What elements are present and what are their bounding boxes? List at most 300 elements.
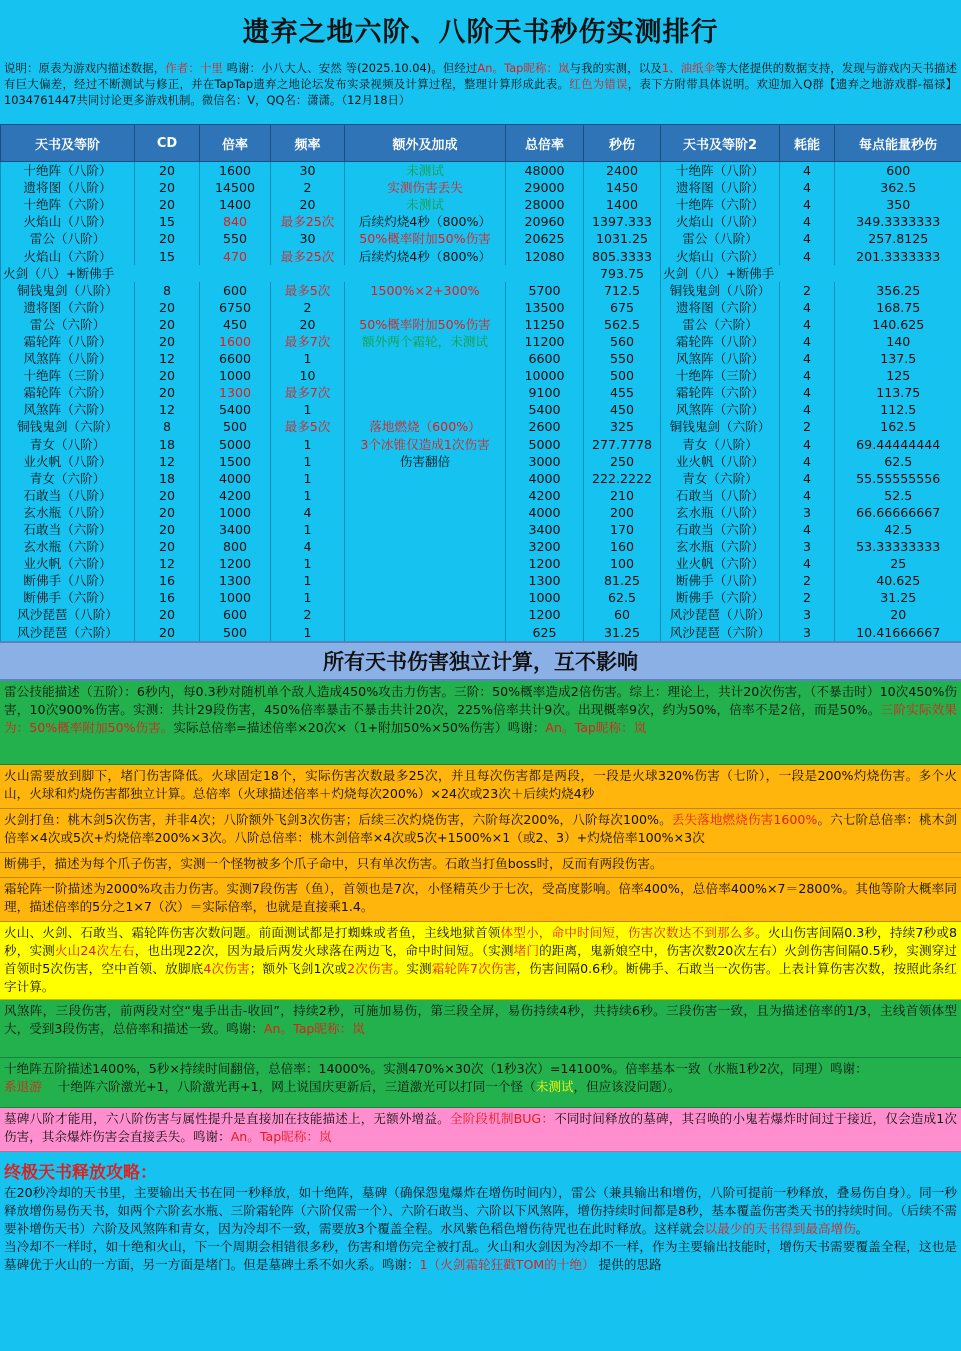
cell-cost: 4 [780, 299, 835, 316]
cell-extra [345, 504, 506, 521]
cell-name: 断佛手（八阶） [1, 572, 135, 589]
table-row [1, 196, 961, 213]
cell-cost: 3 [780, 538, 835, 555]
cell-extra: 未测试 [345, 162, 506, 180]
cell-cd: 20 [135, 230, 200, 247]
cell-dps: 550 [584, 350, 661, 367]
cell-per-energy: 42.5 [835, 521, 961, 538]
cell-rate: 1300 [200, 572, 271, 589]
cell-dps: 170 [584, 521, 661, 538]
cell-name: 十绝阵（三阶） [1, 367, 135, 384]
cell-cd: 8 [135, 282, 200, 299]
cell-extra: 1500%×2+300% [345, 282, 506, 299]
cell-cd: 20 [135, 624, 200, 641]
note-leigong-red: 三阶实际效果为：50%概率附加50%伤害。 [4, 701, 958, 735]
header-extra: 额外及加成 [345, 125, 506, 162]
intro-text-4: 等大佬提供的数据支持，发现与游戏内天书描述有巨大偏差，经过不断测试与修正，并在TapTap遗弃之地论坛发布实录视频及计算过程，整理计算形成此表。 [4, 61, 957, 91]
note-shijue-a: 十绝阵五阶描述1400%，5秒×持续时间翻倍，总倍率：14000%。实测470%×30次（1秒3次）=14100%。倍率基本一致（水瓶1秒2次，同理）鸣谢： [4, 1060, 868, 1076]
cell-cost: 4 [780, 230, 835, 247]
cell-freq: 20 [271, 316, 345, 333]
cell-rate: 600 [200, 606, 271, 623]
strategy-title: 终极天书释放攻略： [4, 1162, 157, 1183]
header-freq: 频率 [271, 125, 345, 162]
cell-name2: 风沙琵琶（八阶） [661, 606, 780, 623]
cell-extra [345, 350, 506, 367]
table-row [1, 299, 961, 316]
cell-dps: 31.25 [584, 624, 661, 641]
note-cishu-i: ；额外飞剑1次或 [249, 960, 348, 976]
cell-freq: 2 [271, 606, 345, 623]
note-fengsha-text: 风煞阵，三段伤害，前两段对空“鬼手出击-收回”，持续2秒，可施加易伤，第三段全屏，易伤持续4秒，共持续6秒。三段伤害一致，且为描述倍率的1/3，主线首领体型大，受到3段伤害，总倍率和描述一致。鸣谢： [4, 1002, 957, 1036]
cell-name2: 火剑（八）+断佛手 [661, 265, 961, 282]
cell-name2: 断佛手（八阶） [661, 572, 780, 589]
cell-cost: 4 [780, 247, 835, 264]
cell-rate: 500 [200, 418, 271, 435]
cell-per-energy: 69.44444444 [835, 436, 961, 453]
cell-freq: 最多25次 [271, 213, 345, 230]
cell-per-energy: 62.5 [835, 453, 961, 470]
cell-per-energy: 20 [835, 606, 961, 623]
cell-name: 风沙琵琶（六阶） [1, 624, 135, 641]
cell-cd: 15 [135, 247, 200, 264]
cell-cd: 18 [135, 436, 200, 453]
cell-per-energy: 55.55555556 [835, 470, 961, 487]
cell-cd: 20 [135, 316, 200, 333]
table-row [1, 436, 961, 453]
cell-extra [345, 384, 506, 401]
note-huojian-red: 丢失落地燃烧伤害1600% [671, 811, 818, 827]
cell-name: 遗将图（六阶） [1, 299, 135, 316]
cell-cd: 16 [135, 572, 200, 589]
cell-cost: 4 [780, 487, 835, 504]
table-body [1, 162, 961, 641]
cell-name: 火焰山（六阶） [1, 247, 135, 264]
cell-rate: 4000 [200, 470, 271, 487]
cell-freq: 1 [271, 401, 345, 418]
cell-rate: 14500 [200, 179, 271, 196]
cell-extra: 未测试 [345, 196, 506, 213]
note-mubei-a: 墓碑八阶才能用，六八阶伤害与属性提升是直接加在技能描述上，无额外增益。 [4, 1110, 450, 1126]
cell-cd: 20 [135, 384, 200, 401]
cell-dps: 712.5 [584, 282, 661, 299]
table-row [1, 282, 961, 299]
intro-tester: An。Tap昵称：岚 [477, 61, 570, 75]
intro-text-5: ，表下方附带具体说明。欢迎加入Q群【遗弃之地游戏群-福禄】1034761447共同讨论更多游戏机制。微信名：V，QQ名：潇潇。（12月18日） [4, 77, 957, 107]
cell-name2: 风沙琵琶（六阶） [661, 624, 780, 641]
cell-name2: 火焰山（八阶） [661, 213, 780, 230]
cell-dps: 805.3333 [584, 247, 661, 264]
note-cishu-h: 4次伤害 [203, 960, 250, 976]
table-row [1, 265, 961, 282]
cell-name: 石敢当（六阶） [1, 521, 135, 538]
cell-cd: 18 [135, 470, 200, 487]
cell-cost: 4 [780, 179, 835, 196]
cell-cost: 3 [780, 504, 835, 521]
note-cishu-c: 。火山伤害间隔0.3秒，持续7秒或8秒，实测 [4, 924, 958, 958]
table-row [1, 230, 961, 247]
cell-cost: 4 [780, 384, 835, 401]
table-row [1, 247, 961, 264]
strategy-c: 。 [855, 1220, 869, 1236]
cell-cost: 4 [780, 401, 835, 418]
cell-name2: 十绝阵（六阶） [661, 196, 780, 213]
note-fengsha [0, 1000, 961, 1058]
note-huoyan: 火山需要放到脚下，堵门伤害降低。火球固定18个，实际伤害次数最多25次，并且每次伤害都是两段，一段是火球320%伤害（七阶），一段是200%灼烧伤害。多个火山，火球和灼烧伤害都独立计算。总倍率（火球描述倍率＋灼烧每次200%）×24次或23次＋后续灼烧4秒 [0, 765, 961, 809]
cell-extra [345, 606, 506, 623]
cell-name: 石敢当（八阶） [1, 487, 135, 504]
cell-freq: 10 [271, 367, 345, 384]
cell-cd: 20 [135, 179, 200, 196]
cell-name2: 铜钱鬼剑（八阶） [661, 282, 780, 299]
cell-name2: 雷公（六阶） [661, 316, 780, 333]
note-leigong-text: 雷公技能描述（五阶）：6秒内，每0.3秒对随机单个敌人造成450%攻击力伤害。三阶：50%概率造成2倍伤害。综上：理论上，共计20次伤害，（不暴击时）10次450%伤害，10次900%伤害。实测：共计29段伤害，450%倍率暴击不暴击共计20次，225%倍率共计9次。出现概率9次，约为50%，倍率不是2倍，而是50%。 [4, 683, 957, 717]
cell-extra: 3个冰锥仅造成1次伤害 [345, 436, 506, 453]
cell-rate: 1500 [200, 453, 271, 470]
cell-cd: 12 [135, 555, 200, 572]
cell-cost: 4 [780, 196, 835, 213]
note-cishu-a: 火山、火剑、石敢当、霜轮阵伤害次数问题。前面测试都是打蜘蛛或者鱼，主线地狱首领 [4, 924, 501, 940]
cell-rate: 6600 [200, 350, 271, 367]
table-row [1, 367, 961, 384]
cell-dps: 160 [584, 538, 661, 555]
cell-freq: 1 [271, 487, 345, 504]
cell-total: 20960 [506, 213, 584, 230]
cell-dps: 2400 [584, 162, 661, 180]
cell-name2: 风煞阵（六阶） [661, 401, 780, 418]
cell-extra [345, 538, 506, 555]
cell-per-energy: 53.33333333 [835, 538, 961, 555]
cell-extra: 后续灼烧4秒（800%） [345, 247, 506, 264]
header-name2: 天书及等阶2 [661, 125, 780, 162]
cell-dps: 455 [584, 384, 661, 401]
cell-cd: 20 [135, 538, 200, 555]
intro-text-1: 说明：原表为游戏内描述数据， [4, 61, 166, 75]
header-per-energy: 每点能量秒伤 [835, 125, 961, 162]
table-row [1, 333, 961, 350]
cell-freq: 2 [271, 179, 345, 196]
strategy-e: 1（火剑霜轮狂戳TOM的十绝） [419, 1256, 595, 1272]
cell-per-energy: 31.25 [835, 589, 961, 606]
cell-name: 火剑（八）+断佛手 [1, 265, 584, 282]
cell-extra: 落地燃烧（600%） [345, 418, 506, 435]
note-shijue-c: 十绝阵六阶激光+1，八阶激光再+1，网上说国庆更新后，三道激光可以打同一个怪（ [57, 1078, 536, 1094]
cell-cost: 2 [780, 572, 835, 589]
note-cishu-f: 堵门 [513, 942, 540, 958]
cell-name2: 青女（八阶） [661, 436, 780, 453]
note-mubei-d: An。Tap昵称：岚 [230, 1128, 332, 1144]
cell-total: 3400 [506, 521, 584, 538]
cell-name: 风煞阵（八阶） [1, 350, 135, 367]
table-row [1, 316, 961, 333]
cell-name: 霜轮阵（六阶） [1, 384, 135, 401]
cell-extra [345, 589, 506, 606]
cell-name: 青女（八阶） [1, 436, 135, 453]
cell-cost: 2 [780, 282, 835, 299]
strategy-section [0, 1152, 961, 1276]
cell-cost: 4 [780, 213, 835, 230]
cell-name: 业火帆（八阶） [1, 453, 135, 470]
cell-total: 29000 [506, 179, 584, 196]
cell-rate: 5000 [200, 436, 271, 453]
cell-name: 铜钱鬼剑（八阶） [1, 282, 135, 299]
cell-total: 12080 [506, 247, 584, 264]
cell-name2: 青女（六阶） [661, 470, 780, 487]
cell-freq: 1 [271, 521, 345, 538]
cell-rate: 600 [200, 282, 271, 299]
cell-total: 2600 [506, 418, 584, 435]
table-row [1, 521, 961, 538]
table-row [1, 384, 961, 401]
cell-name2: 遗将图（六阶） [661, 299, 780, 316]
cell-total: 10000 [506, 367, 584, 384]
cell-dps: 1400 [584, 196, 661, 213]
cell-name2: 玄水瓶（八阶） [661, 504, 780, 521]
cell-freq: 4 [271, 538, 345, 555]
cell-rate: 4200 [200, 487, 271, 504]
cell-freq: 20 [271, 196, 345, 213]
table-row [1, 418, 961, 435]
cell-freq: 1 [271, 436, 345, 453]
cell-total: 1200 [506, 555, 584, 572]
cell-name2: 玄水瓶（六阶） [661, 538, 780, 555]
header-rate: 倍率 [200, 125, 271, 162]
cell-extra [345, 572, 506, 589]
cell-per-energy: 137.5 [835, 350, 961, 367]
cell-dps: 560 [584, 333, 661, 350]
cell-extra [345, 624, 506, 641]
note-cishu-g: 的距离，鬼新娘空中，伤害次数20次左右）火剑伤害间隔0.5秒，实测穿过首领时5次伤害，空中首领、放脚底 [4, 942, 958, 976]
cell-total: 13500 [506, 299, 584, 316]
cell-name2: 十绝阵（三阶） [661, 367, 780, 384]
cell-total: 4200 [506, 487, 584, 504]
cell-dps: 1450 [584, 179, 661, 196]
header-dps: 秒伤 [584, 125, 661, 162]
table-header-row [1, 125, 961, 162]
intro-paragraph [0, 58, 961, 124]
cell-name2: 石敢当（六阶） [661, 521, 780, 538]
cell-total: 3200 [506, 538, 584, 555]
cell-freq: 最多5次 [271, 418, 345, 435]
cell-freq: 1 [271, 470, 345, 487]
cell-freq: 最多7次 [271, 333, 345, 350]
cell-freq: 1 [271, 555, 345, 572]
cell-dps: 1397.333 [584, 213, 661, 230]
table-row [1, 624, 961, 641]
intro-author: 作者：十里 [165, 61, 223, 75]
cell-total: 4000 [506, 504, 584, 521]
cell-total: 4000 [506, 470, 584, 487]
cell-rate: 1000 [200, 504, 271, 521]
cell-extra [345, 555, 506, 572]
cell-cost: 4 [780, 316, 835, 333]
cell-total: 1200 [506, 606, 584, 623]
cell-rate: 3400 [200, 521, 271, 538]
cell-dps: 277.7778 [584, 436, 661, 453]
cell-total: 6600 [506, 350, 584, 367]
cell-per-energy: 66.66666667 [835, 504, 961, 521]
cell-name2: 业火帆（八阶） [661, 453, 780, 470]
note-shijue-b: 系退游 [4, 1078, 42, 1094]
cell-rate: 1300 [200, 384, 271, 401]
cell-name2: 雷公（八阶） [661, 230, 780, 247]
cell-cd: 20 [135, 162, 200, 180]
cell-rate: 470 [200, 247, 271, 264]
cell-name: 业火帆（六阶） [1, 555, 135, 572]
note-huojian-text2: 。六七阶总倍率：桃木剑倍率×4次或5次+灼烧倍率200%×3次。八阶总倍率：桃木剑倍率×4次或5次+1500%×1（或2、3）+灼烧倍率100%×3次 [4, 811, 957, 845]
cell-freq: 最多7次 [271, 384, 345, 401]
note-cishu-k: 。实测 [393, 960, 432, 976]
cell-rate: 1600 [200, 162, 271, 180]
cell-cost: 4 [780, 436, 835, 453]
cell-extra: 后续灼烧4秒（800%） [345, 213, 506, 230]
cell-extra [345, 299, 506, 316]
cell-per-energy: 140 [835, 333, 961, 350]
cell-total: 48000 [506, 162, 584, 180]
cell-freq: 1 [271, 453, 345, 470]
table-row [1, 572, 961, 589]
cell-dps: 500 [584, 367, 661, 384]
cell-name: 雷公（六阶） [1, 316, 135, 333]
cell-freq: 最多5次 [271, 282, 345, 299]
cell-rate: 1400 [200, 196, 271, 213]
cell-cd: 12 [135, 401, 200, 418]
cell-cd: 20 [135, 299, 200, 316]
cell-dps: 81.25 [584, 572, 661, 589]
cell-extra: 伤害翻倍 [345, 453, 506, 470]
note-cishu-e: ，也出现22次，因为最后两发火球落在两边飞，命中时间短。（实测 [134, 942, 514, 958]
cell-rate: 1000 [200, 367, 271, 384]
cell-freq: 4 [271, 504, 345, 521]
cell-freq: 2 [271, 299, 345, 316]
table-row [1, 162, 961, 180]
cell-name: 青女（六阶） [1, 470, 135, 487]
cell-name2: 遗将图（八阶） [661, 179, 780, 196]
cell-dps: 250 [584, 453, 661, 470]
cell-rate: 450 [200, 316, 271, 333]
cell-freq: 1 [271, 350, 345, 367]
cell-dps: 200 [584, 504, 661, 521]
cell-name2: 业火帆（六阶） [661, 555, 780, 572]
table-row [1, 504, 961, 521]
cell-dps: 450 [584, 401, 661, 418]
cell-name2: 霜轮阵（八阶） [661, 333, 780, 350]
cell-name: 霜轮阵（八阶） [1, 333, 135, 350]
ranking-table [0, 124, 961, 641]
cell-per-energy: 112.5 [835, 401, 961, 418]
cell-cd: 20 [135, 196, 200, 213]
strategy-f: 提供的思路 [598, 1256, 662, 1272]
note-leigong-credit: An。Tap昵称：岚 [545, 719, 647, 735]
note-mubei-b: 全阶段机制BUG： [449, 1110, 555, 1126]
cell-cd: 20 [135, 333, 200, 350]
cell-cd: 8 [135, 418, 200, 435]
cell-per-energy: 113.75 [835, 384, 961, 401]
table-row [1, 606, 961, 623]
cell-dps: 325 [584, 418, 661, 435]
cell-cd: 20 [135, 367, 200, 384]
page-title: 遗弃之地六阶、八阶天书秒伤实测排行 [0, 0, 961, 58]
table-row [1, 350, 961, 367]
note-cishu-j: 2次伤害 [347, 960, 394, 976]
cell-rate: 500 [200, 624, 271, 641]
cell-cost: 4 [780, 521, 835, 538]
cell-freq: 30 [271, 230, 345, 247]
cell-per-energy: 162.5 [835, 418, 961, 435]
cell-dps: 793.75 [584, 265, 661, 282]
cell-rate: 550 [200, 230, 271, 247]
cell-total: 11250 [506, 316, 584, 333]
cell-cost: 3 [780, 606, 835, 623]
cell-name2: 风煞阵（八阶） [661, 350, 780, 367]
table-row [1, 453, 961, 470]
cell-freq: 1 [271, 624, 345, 641]
cell-cost: 2 [780, 418, 835, 435]
cell-cost: 4 [780, 333, 835, 350]
cell-cost: 4 [780, 453, 835, 470]
cell-total: 28000 [506, 196, 584, 213]
cell-cost: 4 [780, 555, 835, 572]
cell-cd: 16 [135, 589, 200, 606]
cell-per-energy: 350 [835, 196, 961, 213]
table-row [1, 401, 961, 418]
cell-name2: 石敢当（八阶） [661, 487, 780, 504]
intro-text-2: 鸣谢：小八大人、安然 等(2025.10.04)。但经过 [222, 61, 478, 75]
table-row [1, 487, 961, 504]
cell-total: 1000 [506, 589, 584, 606]
cell-dps: 562.5 [584, 316, 661, 333]
cell-total: 5400 [506, 401, 584, 418]
cell-name: 风煞阵（六阶） [1, 401, 135, 418]
note-cishu-m: ，伤害间隔0.6秒。断佛手、石敢当一次伤害。上表计算伤害次数，按照此条红字计算。 [4, 960, 958, 994]
cell-freq: 1 [271, 589, 345, 606]
cell-name: 十绝阵（六阶） [1, 196, 135, 213]
cell-per-energy: 125 [835, 367, 961, 384]
cell-name2: 火焰山（六阶） [661, 247, 780, 264]
cell-name: 雷公（八阶） [1, 230, 135, 247]
cell-extra: 实测伤害丢失 [345, 179, 506, 196]
cell-extra: 50%概率附加50%伤害 [345, 230, 506, 247]
cell-per-energy: 201.3333333 [835, 247, 961, 264]
cell-cost: 4 [780, 350, 835, 367]
cell-cd: 20 [135, 504, 200, 521]
cell-total: 3000 [506, 453, 584, 470]
cell-rate: 1600 [200, 333, 271, 350]
cell-total: 9100 [506, 384, 584, 401]
cell-cost: 4 [780, 367, 835, 384]
header-cd: CD [135, 125, 200, 162]
cell-rate: 1000 [200, 589, 271, 606]
cell-dps: 100 [584, 555, 661, 572]
cell-name2: 十绝阵（八阶） [661, 162, 780, 180]
header-cost: 耗能 [780, 125, 835, 162]
cell-dps: 222.2222 [584, 470, 661, 487]
cell-cd: 12 [135, 350, 200, 367]
cell-total: 5000 [506, 436, 584, 453]
cell-dps: 62.5 [584, 589, 661, 606]
cell-per-energy: 356.25 [835, 282, 961, 299]
cell-rate: 840 [200, 213, 271, 230]
cell-cd: 20 [135, 521, 200, 538]
table-row [1, 179, 961, 196]
cell-dps: 675 [584, 299, 661, 316]
header-name: 天书及等阶 [1, 125, 135, 162]
strategy-b: 以最少的天书得到最高增伤 [704, 1220, 856, 1236]
intro-text-3: 与我的实测，以及 [569, 61, 662, 75]
intro-oil: 1、油纸伞 [661, 61, 716, 75]
table-row [1, 538, 961, 555]
intro-error-note: 红色为错误 [569, 77, 628, 91]
cell-per-energy: 40.625 [835, 572, 961, 589]
